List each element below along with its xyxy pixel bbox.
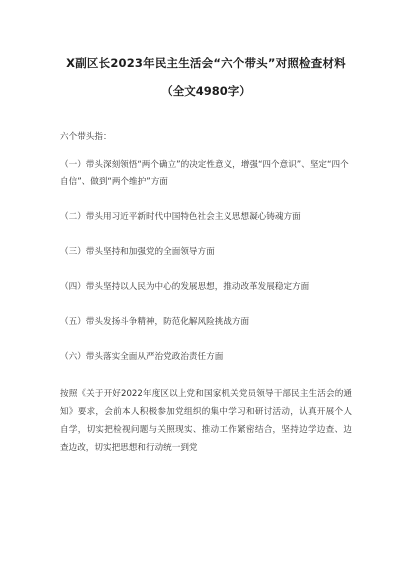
document-subtitle: （全文4980字）	[161, 84, 251, 98]
list-item-6: （六）带头落实全面从严治党政治责任方面	[60, 352, 224, 362]
list-item-1: （一）带头深刻领悟“两个确立”的决定性意义，增强“四个意识”、坚定“四个自信”、做到“两个维护”方面	[60, 160, 349, 187]
list-item-3: （三）带头坚持和加强党的全面领导方面	[60, 247, 215, 257]
document-title: X副区长2023年民主生活会“六个带头”对照检查材料	[66, 56, 346, 70]
list-item-2: （二）带头用习近平新时代中国特色社会主义思想凝心铸魂方面	[60, 212, 301, 222]
intro-line: 六个带头指：	[60, 132, 112, 142]
body-paragraph: 按照《关于开好2022年度区以上党和国家机关党员领导干部民主生活会的通知》要求，会前本人积极参加党组织的集中学习和研讨活动，认真开展个人自学，切实把检视问题与关照现实、推动工作紧密结合，坚持边学边查、边查边改，切实把思想和行动统一到党	[60, 389, 352, 453]
list-item-5: （五）带头发扬斗争精神，防范化解风险挑战方面	[60, 317, 250, 327]
list-item-4: （四）带头坚持以人民为中心的发展思想，推动改革发展稳定方面	[60, 282, 310, 292]
